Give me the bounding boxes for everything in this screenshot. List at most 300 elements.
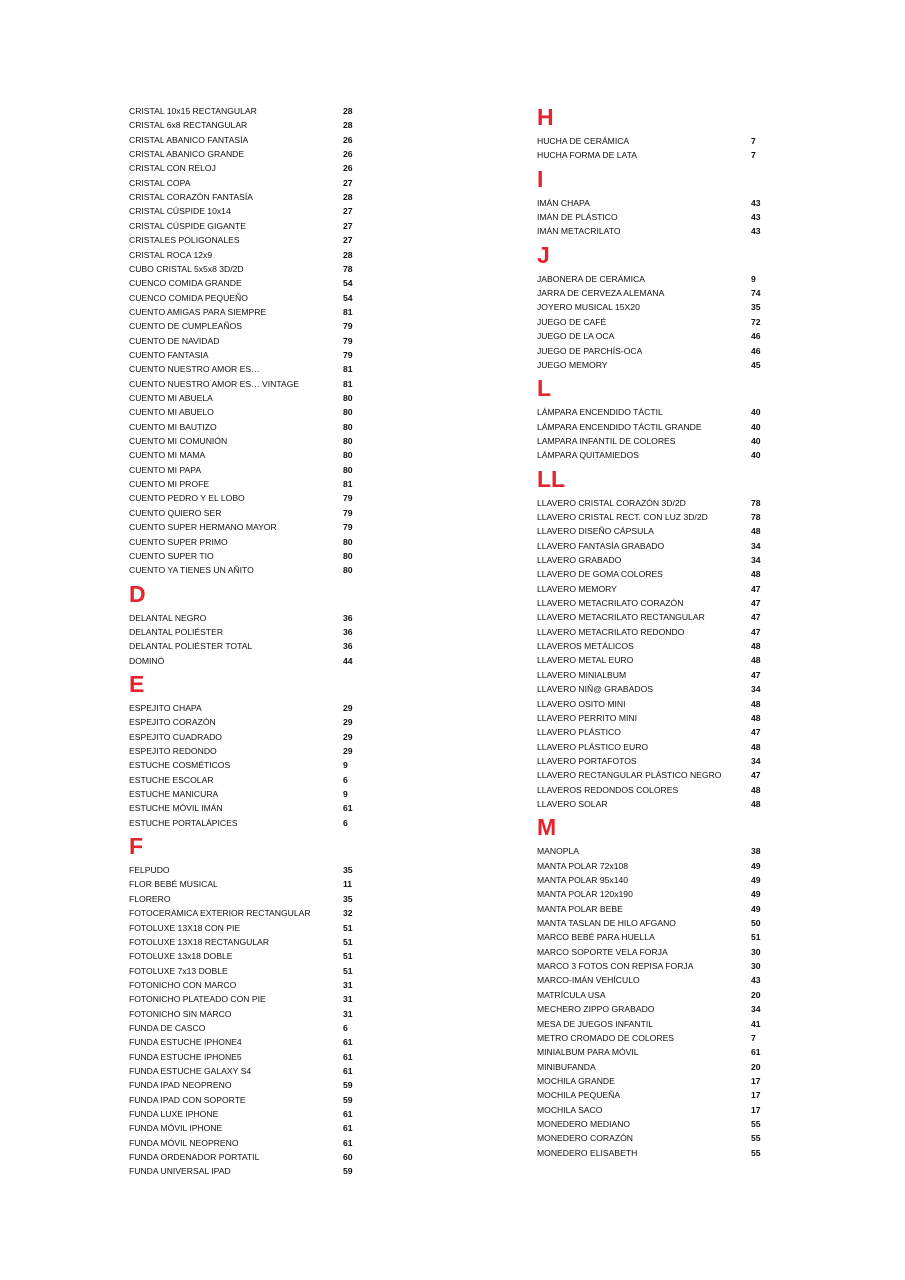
index-entry <box>537 798 767 810</box>
entry-name: CUENTO SUPER TIO <box>129 550 214 561</box>
entry-page-number: 55 <box>751 1133 761 1144</box>
index-entry <box>537 135 767 147</box>
entry-name: FLOR BEBÉ MUSICAL <box>129 879 218 890</box>
section-letter-e: E <box>129 670 145 697</box>
index-entry <box>537 497 767 509</box>
entry-page-number: 43 <box>751 226 761 237</box>
section-letter-h: H <box>537 104 554 130</box>
index-entry <box>129 788 359 800</box>
entry-page-number: 48 <box>751 569 761 580</box>
entry-page-number: 61 <box>751 1047 761 1058</box>
entry-name: CRISTAL ABANICO GRANDE <box>129 149 245 160</box>
entry-name: CRISTAL ABANICO FANTASÍA <box>129 134 249 145</box>
entry-name: ESTUCHE PORTALÁPICES <box>129 817 238 828</box>
entry-name: CUENTO NUESTRO AMOR ES… <box>129 364 260 375</box>
entry-name: CRISTAL CON RELOJ <box>129 163 216 174</box>
entry-page-number: 81 <box>343 479 353 490</box>
entry-page-number: 46 <box>751 345 761 356</box>
entry-name: CUENTO YA TIENES UN AÑITO <box>129 565 254 576</box>
entry-name: HUCHA DE CERÁMICA <box>537 136 630 146</box>
entry-name: LAMPARA INFANTIL DE COLORES <box>537 435 676 446</box>
entry-name: FUNDA ESTUCHE GALAXY S4 <box>129 1066 252 1076</box>
entry-page-number: 61 <box>343 1137 353 1148</box>
index-entry <box>129 1094 359 1106</box>
entry-page-number: 49 <box>751 889 761 900</box>
entry-name: LLAVERO PLÁSTICO <box>537 727 621 738</box>
entry-page-number: 48 <box>751 655 761 666</box>
entry-name: MONEDERO CORAZÓN <box>537 1133 633 1144</box>
index-entry <box>129 162 359 174</box>
index-entry <box>537 640 767 652</box>
entry-page-number: 36 <box>343 626 353 637</box>
section-letter-i: I <box>537 165 544 192</box>
entry-name: ESTUCHE ESCOLAR <box>129 774 214 785</box>
entry-page-number: 79 <box>343 321 353 332</box>
entry-page-number: 74 <box>751 288 761 299</box>
index-entry <box>537 345 767 357</box>
entry-name: CRISTAL CÚSPIDE GIGANTE <box>129 220 246 231</box>
index-entry <box>537 669 767 681</box>
entry-page-number: 49 <box>751 860 761 871</box>
index-entry <box>129 1079 359 1091</box>
entry-page-number: 47 <box>751 598 761 609</box>
index-entry <box>129 191 359 203</box>
entry-name: ESTUCHE MANICURA <box>129 789 219 800</box>
entry-name: CRISTAL CÚSPIDE 10x14 <box>129 206 231 217</box>
entry-page-number: 59 <box>343 1094 353 1105</box>
entry-page-number: 9 <box>751 273 756 284</box>
entry-name: CUENTO DE NAVIDAD <box>129 335 220 346</box>
entry-page-number: 61 <box>343 803 353 814</box>
entry-page-number: 61 <box>343 1109 353 1120</box>
index-entry <box>537 626 767 638</box>
entry-name: FUNDA IPAD NEOPRENO <box>129 1080 232 1091</box>
entry-page-number: 30 <box>751 961 761 972</box>
entry-name: HUCHA FORMA DE LATA <box>537 150 637 161</box>
index-entry <box>129 1165 359 1177</box>
entry-page-number: 79 <box>343 522 353 533</box>
index-entry <box>129 716 359 728</box>
index-entry <box>129 1036 359 1048</box>
index-entry <box>537 917 767 929</box>
entry-name: FOTOCERAMICA EXTERIOR RECTANGULAR <box>129 908 311 919</box>
entry-page-number: 29 <box>343 717 353 728</box>
index-entry <box>129 1008 359 1020</box>
entry-name: FOTOLUXE 13X18 CON PIE <box>129 922 241 933</box>
entry-page-number: 47 <box>751 583 761 594</box>
index-entry <box>537 946 767 958</box>
entry-page-number: 48 <box>751 641 761 652</box>
index-entry <box>129 292 359 304</box>
index-entry <box>537 197 767 209</box>
index-entry <box>537 903 767 915</box>
entry-page-number: 50 <box>751 918 761 929</box>
entry-name: FLORERO <box>129 893 171 904</box>
entry-page-number: 31 <box>343 994 353 1005</box>
entry-page-number: 48 <box>751 784 761 795</box>
entry-name: CUENTO AMIGAS PARA SIEMPRE <box>129 306 267 317</box>
entry-page-number: 34 <box>751 1004 761 1015</box>
entry-page-number: 80 <box>343 550 353 561</box>
entry-page-number: 31 <box>343 979 353 990</box>
entry-name: LÁMPARA ENCENDIDO TÁCTIL <box>537 407 663 418</box>
entry-page-number: 47 <box>751 626 761 637</box>
index-entry <box>537 1132 767 1144</box>
entry-name: DOMINÓ <box>129 655 165 666</box>
index-entry <box>537 435 767 447</box>
index-entry <box>537 726 767 738</box>
section-letter-f: F <box>129 833 144 860</box>
entry-page-number: 80 <box>343 421 353 432</box>
entry-page-number: 26 <box>343 163 353 174</box>
entry-name: FUNDA DE CASCO <box>129 1022 206 1033</box>
index-entry <box>537 273 767 285</box>
entry-name: MARCO 3 FOTOS CON REPISA FORJA <box>537 961 694 972</box>
entry-name: LLAVERO CRISTAL CORAZÓN 3D/2D <box>537 497 686 508</box>
entry-page-number: 20 <box>751 1061 761 1072</box>
index-entry <box>537 931 767 943</box>
entry-page-number: 6 <box>343 1022 348 1033</box>
index-entry <box>129 521 359 533</box>
index-entry <box>129 349 359 361</box>
entry-page-number: 40 <box>751 450 761 461</box>
index-entry <box>129 965 359 977</box>
entry-name: CUENTO PEDRO Y EL LOBO <box>129 493 245 504</box>
entry-name: CRISTAL COPA <box>129 177 191 188</box>
entry-name: CUENTO MI PAPA <box>129 464 202 475</box>
entry-name: FOTOLUXE 13X18 RECTANGULAR <box>129 936 270 947</box>
index-entry <box>129 435 359 447</box>
entry-name: LLAVERO PERRITO MINI <box>537 712 637 723</box>
entry-name: FUNDA LUXE IPHONE <box>129 1109 219 1120</box>
entry-name: LLAVERO OSITO MINI <box>537 698 626 709</box>
entry-name: FOTOLUXE 13x18 DOBLE <box>129 951 233 962</box>
index-entry <box>129 320 359 332</box>
index-entry <box>129 907 359 919</box>
entry-page-number: 61 <box>343 1051 353 1062</box>
entry-name: ESPEJITO CORAZÓN <box>129 717 216 728</box>
entry-name: FOTOLUXE 7x13 DOBLE <box>129 965 228 976</box>
entry-name: CUBO CRISTAL 5x5x8 3D/2D <box>129 263 244 274</box>
entry-page-number: 80 <box>343 464 353 475</box>
index-entry <box>537 211 767 223</box>
entry-name: ESTUCHE COSMÉTICOS <box>129 760 231 771</box>
index-entry <box>129 1022 359 1034</box>
entry-page-number: 51 <box>343 951 353 962</box>
entry-page-number: 55 <box>751 1118 761 1129</box>
index-entry <box>129 220 359 232</box>
index-entry <box>129 392 359 404</box>
entry-name: ESPEJITO CUADRADO <box>129 731 222 742</box>
index-entry <box>537 287 767 299</box>
entry-page-number: 59 <box>343 1080 353 1091</box>
index-entry <box>537 1032 767 1044</box>
index-entry <box>537 712 767 724</box>
entry-page-number: 40 <box>751 435 761 446</box>
section-letter-j: J <box>537 241 550 268</box>
entry-page-number: 61 <box>343 1123 353 1134</box>
entry-name: ESPEJITO CHAPA <box>129 702 202 713</box>
index-entry <box>537 225 767 237</box>
entry-name: JUEGO DE LA OCA <box>537 331 615 342</box>
entry-page-number: 27 <box>343 206 353 217</box>
entry-name: FUNDA ESTUCHE IPHONE5 <box>129 1051 242 1062</box>
entry-page-number: 32 <box>343 908 353 919</box>
index-entry <box>537 888 767 900</box>
entry-name: FUNDA IPAD CON SOPORTE <box>129 1094 246 1105</box>
entry-page-number: 45 <box>751 359 761 370</box>
entry-name: JUEGO MEMORY <box>537 359 608 370</box>
entry-page-number: 27 <box>343 235 353 246</box>
index-entry <box>129 492 359 504</box>
entry-page-number: 6 <box>343 774 348 785</box>
entry-name: DELANTAL NEGRO <box>129 612 207 623</box>
entry-name: FUNDA ORDENADOR PORTATIL <box>129 1152 260 1163</box>
index-entry <box>129 745 359 757</box>
entry-page-number: 31 <box>343 1008 353 1019</box>
entry-name: LLAVERO GRABADO <box>537 555 622 565</box>
index-entry <box>129 134 359 146</box>
index-entry <box>129 507 359 519</box>
entry-name: JUEGO DE PARCHÍS-OCA <box>537 345 643 356</box>
index-entry <box>537 1003 767 1015</box>
index-entry <box>129 1137 359 1149</box>
entry-name: CRISTAL CORAZÓN FANTASÍA <box>129 192 253 203</box>
entry-name: CUENTO QUIERO SER <box>129 507 222 518</box>
index-entry <box>537 406 767 418</box>
index-entry <box>537 1089 767 1101</box>
entry-name: CUENTO MI ABUELA <box>129 393 213 403</box>
entry-page-number: 34 <box>751 540 761 551</box>
entry-page-number: 72 <box>751 316 761 327</box>
index-entry <box>129 277 359 289</box>
entry-name: DELANTAL POLIÉSTER <box>129 626 224 637</box>
index-entry <box>537 654 767 666</box>
index-entry <box>129 449 359 461</box>
entry-page-number: 48 <box>751 741 761 752</box>
entry-page-number: 51 <box>751 932 761 943</box>
index-entry <box>129 263 359 275</box>
entry-name: CUENCO COMIDA GRANDE <box>129 278 242 289</box>
entry-page-number: 20 <box>751 989 761 1000</box>
index-entry <box>537 1046 767 1058</box>
index-entry <box>537 554 767 566</box>
entry-page-number: 6 <box>343 817 348 828</box>
entry-name: MESA DE JUEGOS INFANTIL <box>537 1018 654 1029</box>
entry-name: IMÁN DE PLÁSTICO <box>537 212 618 223</box>
index-entry <box>129 612 359 624</box>
index-entry <box>537 421 767 433</box>
entry-page-number: 29 <box>343 746 353 756</box>
entry-name: LLAVERO MINIALBUM <box>537 669 627 680</box>
index-entry <box>129 1108 359 1120</box>
entry-page-number: 47 <box>751 612 761 623</box>
entry-page-number: 48 <box>751 712 761 723</box>
index-entry <box>129 148 359 160</box>
index-entry <box>129 105 359 117</box>
entry-name: CUENTO NUESTRO AMOR ES… VINTAGE <box>129 378 300 389</box>
entry-name: CUENTO MI MAMA <box>129 450 206 461</box>
entry-name: CUENTO MI BAUTIZO <box>129 421 217 432</box>
entry-name: MOCHILA PEQUEÑA <box>537 1090 621 1101</box>
index-entry <box>129 234 359 246</box>
entry-page-number: 80 <box>343 436 353 447</box>
entry-name: MARCO-IMÁN VEHÍCULO <box>537 975 640 986</box>
entry-page-number: 43 <box>751 197 761 208</box>
index-entry <box>537 359 767 371</box>
index-entry <box>537 1075 767 1087</box>
entry-page-number: 78 <box>751 497 761 508</box>
entry-name: FOTONICHO PLATEADO CON PIE <box>129 994 266 1005</box>
entry-page-number: 40 <box>751 421 761 432</box>
entry-name: LLAVEROS METÁLICOS <box>537 641 634 652</box>
index-entry <box>537 540 767 552</box>
entry-name: CUENTO MI PROFE <box>129 479 210 490</box>
index-entry <box>129 817 359 829</box>
index-entry <box>537 316 767 328</box>
index-entry <box>129 536 359 548</box>
index-entry <box>129 731 359 743</box>
entry-page-number: 28 <box>343 120 353 131</box>
entry-name: LÁMPARA QUITAMIEDOS <box>537 450 639 461</box>
entry-name: JABONERA DE CERÁMICA <box>537 273 645 284</box>
index-entry <box>129 922 359 934</box>
entry-name: LLAVERO METACRILATO REDONDO <box>537 626 685 637</box>
entry-name: CUENTO MI COMUNIÓN <box>129 436 228 447</box>
section-letter-ll: LL <box>537 465 566 492</box>
entry-page-number: 26 <box>343 134 353 145</box>
index-entry <box>129 993 359 1005</box>
entry-name: MARCO BEBÉ PARA HUELLA <box>537 932 655 943</box>
entry-page-number: 36 <box>343 641 353 652</box>
entry-page-number: 54 <box>343 292 353 303</box>
index-entry <box>537 769 767 781</box>
index-entry <box>537 511 767 523</box>
section-letter-d: D <box>129 580 146 607</box>
entry-name: CRISTAL 10x15 RECTANGULAR <box>129 106 257 116</box>
index-entry <box>129 249 359 261</box>
index-entry <box>537 597 767 609</box>
entry-name: METRO CROMADO DE COLORES <box>537 1032 675 1043</box>
entry-name: FELPUDO <box>129 865 170 876</box>
index-entry <box>129 1065 359 1077</box>
index-entry <box>129 378 359 390</box>
index-entry <box>537 989 767 1001</box>
entry-page-number: 43 <box>751 212 761 223</box>
entry-name: FUNDA MÓVIL IPHONE <box>129 1123 223 1134</box>
entry-page-number: 7 <box>751 136 756 146</box>
entry-name: CUENCO COMIDA PEQUEÑO <box>129 292 248 303</box>
entry-name: FOTONICHO SIN MARCO <box>129 1008 232 1019</box>
entry-name: MANTA POLAR 72x108 <box>537 860 629 871</box>
entry-page-number: 9 <box>343 789 348 800</box>
entry-page-number: 55 <box>751 1147 761 1158</box>
entry-name: MONEDERO MEDIANO <box>537 1118 631 1129</box>
index-entry <box>129 564 359 576</box>
entry-page-number: 51 <box>343 965 353 976</box>
index-entry <box>537 1104 767 1116</box>
index-entry <box>537 683 767 695</box>
entry-page-number: 81 <box>343 306 353 317</box>
index-entry <box>129 878 359 890</box>
entry-page-number: 35 <box>343 865 353 876</box>
entry-page-number: 61 <box>343 1037 353 1048</box>
index-entry <box>129 702 359 714</box>
entry-name: LÁMPARA ENCENDIDO TÁCTIL GRANDE <box>537 421 702 432</box>
entry-name: MANTA POLAR BEBE <box>537 903 623 914</box>
entry-page-number: 47 <box>751 727 761 738</box>
entry-page-number: 54 <box>343 278 353 289</box>
entry-page-number: 35 <box>343 893 353 904</box>
index-entry <box>129 893 359 905</box>
entry-name: LLAVERO NIÑ@ GRABADOS <box>537 684 654 695</box>
entry-page-number: 60 <box>343 1152 353 1163</box>
entry-page-number: 47 <box>751 770 761 781</box>
index-entry <box>129 464 359 476</box>
entry-page-number: 17 <box>751 1090 761 1101</box>
entry-page-number: 49 <box>751 875 761 885</box>
entry-page-number: 79 <box>343 507 353 518</box>
entry-page-number: 46 <box>751 331 761 342</box>
entry-name: MOCHILA SACO <box>537 1104 603 1115</box>
entry-page-number: 27 <box>343 177 353 188</box>
index-entry <box>537 1018 767 1030</box>
entry-page-number: 47 <box>751 669 761 680</box>
index-entry <box>537 1147 767 1159</box>
entry-page-number: 34 <box>751 755 761 766</box>
entry-page-number: 80 <box>343 536 353 547</box>
entry-name: ESTUCHE MÓVIL IMÁN <box>129 803 223 814</box>
entry-name: LLAVERO PORTAFOTOS <box>537 755 637 766</box>
entry-name: LLAVERO DISEÑO CÁPSULA <box>537 526 654 537</box>
entry-page-number: 35 <box>751 302 761 313</box>
entry-page-number: 51 <box>343 922 353 933</box>
entry-page-number: 48 <box>751 798 761 809</box>
index-entry <box>129 1051 359 1063</box>
index-entry <box>537 755 767 767</box>
entry-name: FOTONICHO CON MARCO <box>129 979 237 990</box>
entry-page-number: 80 <box>343 393 353 403</box>
index-entry <box>129 1151 359 1163</box>
entry-page-number: 28 <box>343 106 353 116</box>
entry-page-number: 61 <box>343 1066 353 1076</box>
entry-name: FUNDA UNIVERSAL IPAD <box>129 1166 231 1177</box>
entry-page-number: 48 <box>751 698 761 709</box>
index-entry <box>129 759 359 771</box>
index-entry <box>537 784 767 796</box>
entry-name: LLAVERO CRISTAL RECT. CON LUZ 3D/2D <box>537 511 708 522</box>
entry-page-number: 38 <box>751 846 761 857</box>
entry-name: LLAVERO RECTANGULAR PLÁSTICO NEGRO <box>537 770 722 781</box>
index-entry <box>537 449 767 461</box>
entry-page-number: 80 <box>343 407 353 418</box>
index-entry <box>129 306 359 318</box>
entry-name: MECHERO ZIPPO GRABADO <box>537 1004 655 1015</box>
entry-name: LLAVERO FANTASÍA GRABADO <box>537 540 665 551</box>
entry-page-number: 80 <box>343 450 353 461</box>
entry-name: IMÁN CHAPA <box>537 197 590 208</box>
entry-name: MONEDERO ELISABETH <box>537 1147 638 1158</box>
entry-name: FUNDA MÓVIL NEOPRENO <box>129 1137 239 1148</box>
index-entry <box>129 655 359 667</box>
index-entry <box>537 845 767 857</box>
entry-page-number: 34 <box>751 555 761 565</box>
entry-name: MATRÍCULA USA <box>537 989 606 1000</box>
entry-name: LLAVERO SOLAR <box>537 798 608 809</box>
entry-page-number: 59 <box>343 1166 353 1177</box>
entry-name: JOYERO MUSICAL 15X20 <box>537 302 640 313</box>
entry-name: CUENTO SUPER PRIMO <box>129 536 228 547</box>
